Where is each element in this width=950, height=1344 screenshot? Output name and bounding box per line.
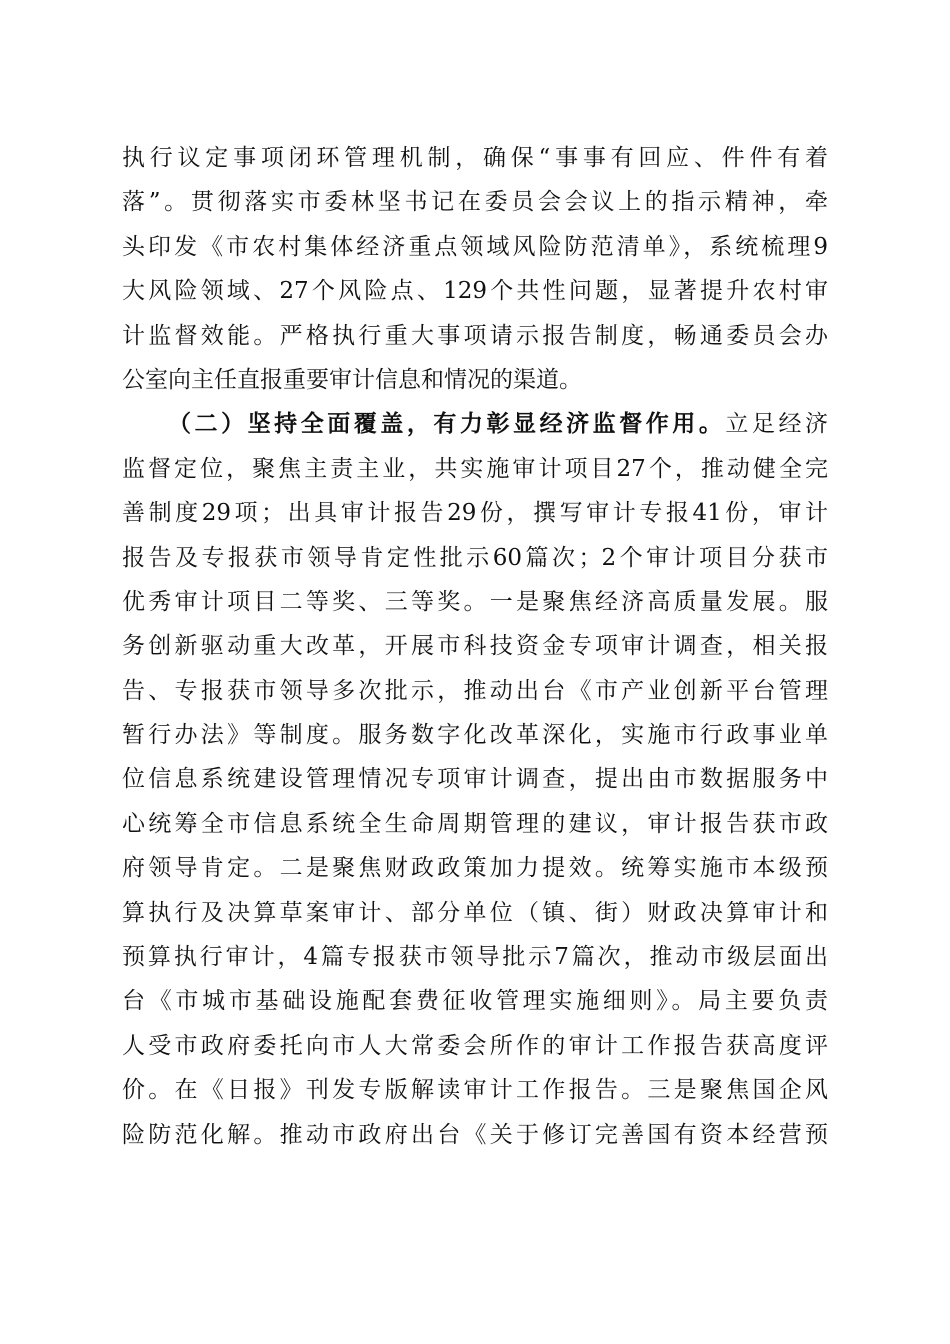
paragraph-line: 算执行及决算草案审计、部分单位（镇、街）财政决算审计和	[122, 899, 828, 926]
paragraph-line: 优秀审计项目二等奖、三等奖。一是聚焦经济高质量发展。服	[122, 588, 828, 615]
paragraph-line: 府领导肯定。二是聚焦财政政策加力提效。统筹实施市本级预	[122, 855, 828, 882]
section-heading: （二）坚持全面覆盖，有力彰显经济监督作用。	[168, 410, 726, 438]
paragraph-line: 暂行办法》等制度。服务数字化改革深化，实施市行政事业单	[122, 722, 828, 749]
paragraph-line: 心统筹全市信息系统全生命周期管理的建议，审计报告获市政	[122, 810, 828, 837]
paragraph-line: 公室向主任直报重要审计信息和情况的渠道。	[122, 366, 582, 393]
section-heading-continuation: 立足经济	[725, 411, 829, 438]
paragraph-line: 计监督效能。严格执行重大事项请示报告制度，畅通委员会办	[122, 322, 828, 349]
paragraph-line: 台《市城市基础设施配套费征收管理实施细则》。局主要负责	[122, 988, 828, 1015]
section-heading-line	[122, 402, 828, 446]
paragraph-line: 善制度29项；出具审计报告29份，撰写审计专报41份，审计	[122, 500, 828, 527]
paragraph-line: 头印发《市农村集体经济重点领域风险防范清单》，系统梳理9	[122, 233, 828, 260]
paragraph-line: 价。在《日报》刊发专版解读审计工作报告。三是聚焦国企风	[122, 1077, 828, 1104]
paragraph-line: 大风险领域、27个风险点、129个共性问题，显著提升农村审	[122, 278, 828, 305]
paragraph-line: 位信息系统建设管理情况专项审计调查，提出由市数据服务中	[122, 766, 828, 793]
paragraph-line: 报告及专报获市领导肯定性批示60篇次；2个审计项目分获市	[122, 544, 828, 571]
document-body	[122, 136, 828, 1157]
paragraph-line: 告、专报获市领导多次批示，推动出台《市产业创新平台管理	[122, 677, 828, 704]
paragraph-line: 监督定位，聚焦主责主业，共实施审计项目27个，推动健全完	[122, 455, 828, 482]
paragraph-line: 险防范化解。推动市政府出台《关于修订完善国有资本经营预	[122, 1121, 828, 1148]
paragraph-line: 人受市政府委托向市人大常委会所作的审计工作报告获高度评	[122, 1032, 828, 1059]
paragraph-line: 务创新驱动重大改革，开展市科技资金专项审计调查，相关报	[122, 633, 828, 660]
paragraph-line: 落”。贯彻落实市委林坚书记在委员会会议上的指示精神，牵	[122, 189, 828, 216]
paragraph-line: 预算执行审计，4篇专报获市领导批示7篇次，推动市级层面出	[122, 944, 828, 971]
paragraph-line: 执行议定事项闭环管理机制，确保“事事有回应、件件有着	[122, 145, 828, 171]
